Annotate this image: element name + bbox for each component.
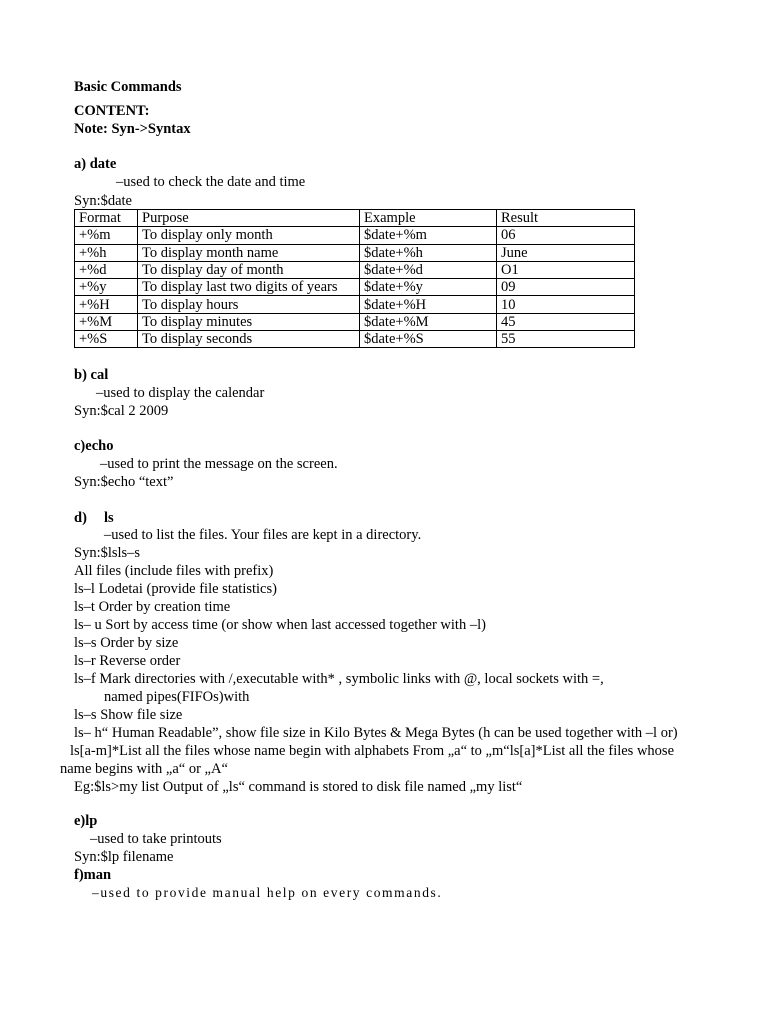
ls-option-s-size: ls–s Show file size	[74, 707, 183, 723]
table-cell: +%M	[75, 313, 138, 330]
table-cell: To display month name	[138, 244, 360, 261]
date-description: –used to check the date and time	[116, 174, 306, 190]
echo-heading: c)echo	[74, 438, 114, 454]
table-cell: +%m	[75, 227, 138, 244]
table-cell: To display day of month	[138, 261, 360, 278]
table-cell: 09	[497, 279, 635, 296]
table-row	[75, 331, 635, 348]
ls-all-files: All files (include files with prefix)	[74, 563, 274, 579]
table-cell: $date+%S	[360, 331, 497, 348]
echo-syntax: Syn:$echo “text”	[74, 474, 174, 490]
date-heading: a) date	[74, 156, 117, 172]
table-cell: 06	[497, 227, 635, 244]
table-cell: +%d	[75, 261, 138, 278]
table-cell: 10	[497, 296, 635, 313]
ls-pattern-line-1: ls[a-m]*List all the files whose name begin with alphabets From „a“ to „m“ls[a]*List all the files whose	[70, 743, 675, 759]
cal-description: –used to display the calendar	[96, 385, 265, 401]
table-cell: $date+%H	[360, 296, 497, 313]
table-row	[75, 296, 635, 313]
cal-heading: b) cal	[74, 367, 109, 383]
table-cell: +%y	[75, 279, 138, 296]
table-cell: To display hours	[138, 296, 360, 313]
man-heading: f)man	[74, 867, 112, 883]
lp-description: –used to take printouts	[90, 831, 222, 847]
ls-option-h: ls– h“ Human Readable”, show file size in Kilo Bytes & Mega Bytes (h can be used together with –l or)	[74, 725, 678, 741]
table-header-cell: Format	[75, 210, 138, 227]
table-cell: $date+%h	[360, 244, 497, 261]
lp-heading: e)lp	[74, 813, 98, 829]
table-cell: To display last two digits of years	[138, 279, 360, 296]
date-format-table	[74, 209, 635, 348]
ls-option-u: ls– u Sort by access time (or show when last accessed together with –l)	[74, 617, 486, 633]
table-cell: $date+%d	[360, 261, 497, 278]
ls-option-f-continued: named pipes(FIFOs)with	[104, 689, 250, 705]
ls-heading: ls	[104, 510, 114, 526]
table-cell: +%S	[75, 331, 138, 348]
table-cell: 45	[497, 313, 635, 330]
date-syntax: Syn:$date	[74, 193, 132, 209]
table-cell: To display seconds	[138, 331, 360, 348]
table-cell: $date+%y	[360, 279, 497, 296]
table-header-cell: Example	[360, 210, 497, 227]
ls-option-s: ls–s Order by size	[74, 635, 179, 651]
table-header-row	[75, 210, 635, 227]
table-cell: $date+%M	[360, 313, 497, 330]
table-cell: $date+%m	[360, 227, 497, 244]
ls-option-f: ls–f Mark directories with /,executable with* , symbolic links with @, local sockets with =,	[74, 671, 604, 687]
content-heading: CONTENT:	[74, 103, 150, 119]
ls-option-t: ls–t Order by creation time	[74, 599, 231, 615]
document-title: Basic Commands	[74, 79, 182, 95]
table-cell: To display minutes	[138, 313, 360, 330]
ls-option-r: ls–r Reverse order	[74, 653, 181, 669]
cal-syntax: Syn:$cal 2 2009	[74, 403, 169, 419]
syntax-note: Note: Syn->Syntax	[74, 121, 191, 137]
ls-example: Eg:$ls>my list Output of „ls“ command is stored to disk file named „my list“	[74, 779, 523, 795]
ls-option-l: ls–l Lodetai (provide file statistics)	[74, 581, 277, 597]
ls-heading-letter: d)	[74, 510, 87, 526]
table-row	[75, 261, 635, 278]
ls-description: –used to list the files. Your files are kept in a directory.	[104, 527, 422, 543]
table-cell: +%H	[75, 296, 138, 313]
table-row	[75, 279, 635, 296]
echo-description: –used to print the message on the screen.	[100, 456, 338, 472]
table-cell: June	[497, 244, 635, 261]
table-row	[75, 244, 635, 261]
table-cell: +%h	[75, 244, 138, 261]
ls-syntax: Syn:$lsls–s	[74, 545, 141, 561]
lp-syntax: Syn:$lp filename	[74, 849, 174, 865]
table-row	[75, 313, 635, 330]
man-description: –used to provide manual help on every commands.	[92, 885, 443, 900]
table-cell: To display only month	[138, 227, 360, 244]
ls-pattern-line-2: name begins with „a“ or „A“	[60, 761, 228, 777]
table-cell: 55	[497, 331, 635, 348]
table-cell: O1	[497, 261, 635, 278]
table-header-cell: Purpose	[138, 210, 360, 227]
table-row	[75, 227, 635, 244]
table-header-cell: Result	[497, 210, 635, 227]
